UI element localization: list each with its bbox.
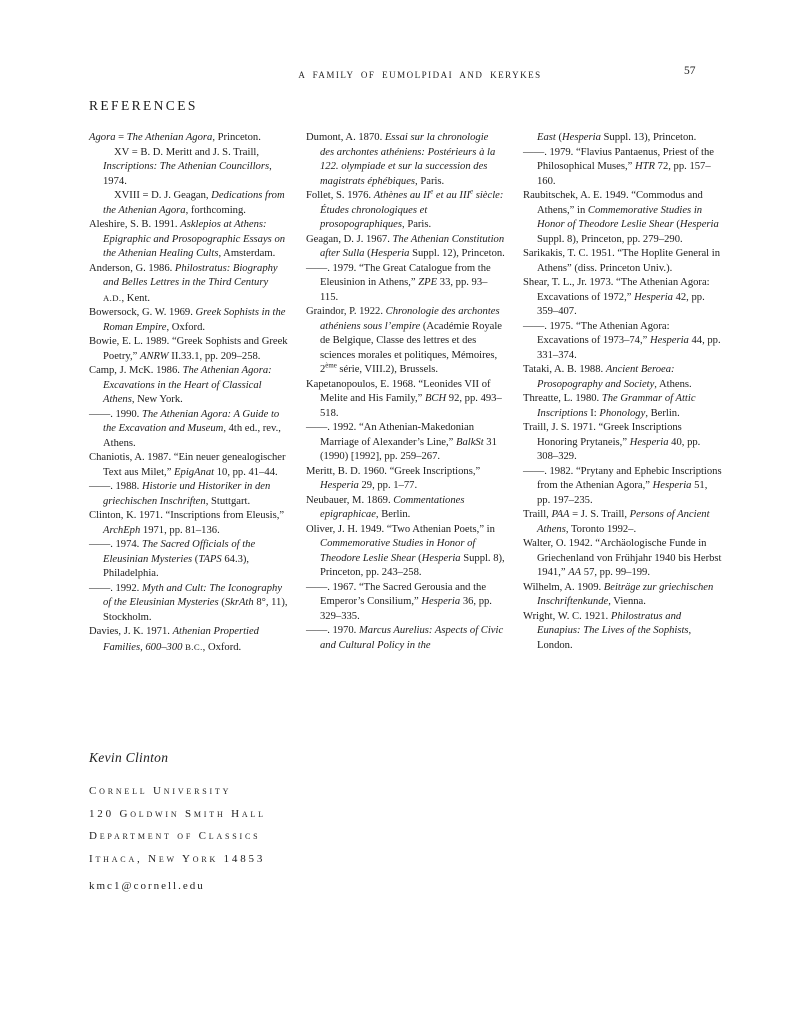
reference-entry: Agora = The Athenian Agora, Princeton. <box>89 132 261 143</box>
ref-column-2 <box>306 131 505 655</box>
reference-entry: Traill, J. S. 1971. “Greek Inscriptions Honoring Prytaneis,” Hesperia 40, pp. 308–329. <box>523 422 701 462</box>
author-affiliation <box>89 780 266 870</box>
ref-column-3 <box>523 131 722 655</box>
reference-entry: Camp, J. McK. 1986. The Athenian Agora: Excavations in the Heart of Classical Athens, New York. <box>89 365 272 405</box>
affiliation-line: Department of Classics <box>89 830 261 842</box>
reference-entry: Walter, O. 1942. “Archäologische Funde in Griechenland von Frühjahr 1940 bis Herbst 1941,” AA 57, pp. 99–199. <box>523 538 722 578</box>
references-columns <box>89 131 722 655</box>
reference-entry: Kapetanopoulos, E. 1968. “Leonides VII of Melite and His Family,” BCH 92, pp. 493–518. <box>306 378 502 419</box>
reference-entry: ——. 1967. “The Sacred Gerousia and the Emperor’s Consilium,” Hesperia 36, pp. 329–335. <box>306 581 492 622</box>
reference-entry: Follet, S. 1976. Athènes au IIe et au IIIe siècle: Études chronologiques et prosopographiques, Paris. <box>306 188 504 230</box>
reference-entry: Dumont, A. 1870. Essai sur la chronologie des archontes athéniens: Postérieurs à la 122. olympiade et sur la succession des magistrats éphébiques, Paris. <box>306 132 496 187</box>
reference-entry: Anderson, G. 1986. Philostratus: Biography and Belles Lettres in the Third Century A.D., Kent. <box>89 262 278 304</box>
running-head: A FAMILY OF EUMOLPIDAI AND KERYKES <box>298 70 542 80</box>
reference-entry: ——. 1970. Marcus Aurelius: Aspects of Civic and Cultural Policy in the <box>306 625 504 651</box>
reference-entry: Oliver, J. H. 1949. “Two Athenian Poets,” in Commemorative Studies in Honor of Theodore Leslie Shear (Hesperia Suppl. 8), Princeton, pp. 243–258. <box>306 523 505 578</box>
author-email: kmc1@cornell.edu <box>89 880 205 892</box>
reference-entry: Tataki, A. B. 1988. Ancient Beroea: Prosopography and Society, Athens. <box>523 364 692 390</box>
reference-entry: ——. 1979. “Flavius Pantaenus, Priest of the Philosophical Muses,” HTR 72, pp. 157–160. <box>523 146 714 187</box>
reference-entry: Chaniotis, A. 1987. “Ein neuer genealogischer Text aus Milet,” EpigAnat 10, pp. 41–44. <box>89 452 286 478</box>
reference-entry: Threatte, L. 1980. The Grammar of Attic Inscriptions I: Phonology, Berlin. <box>523 393 696 419</box>
reference-entry: Shear, T. L., Jr. 1973. “The Athenian Agora: Excavations of 1972,” Hesperia 42, pp. 359–407. <box>523 277 710 317</box>
reference-entry: ——. 1992. “An Athenian-Makedonian Marriage of Alexander’s Line,” BalkSt 31 (1990) [1992], pp. 259–267. <box>306 422 497 462</box>
affiliation-line: 120 Goldwin Smith Hall <box>89 807 266 820</box>
reference-entry: Traill, PAA = J. S. Traill, Persons of Ancient Athens, Toronto 1992–. <box>523 509 710 535</box>
reference-entry: XV = B. D. Meritt and J. S. Traill, Inscriptions: The Athenian Councillors, 1974. <box>103 146 272 187</box>
section-title-references: REFERENCES <box>89 98 198 113</box>
reference-entry: Bowersock, G. W. 1969. Greek Sophists in the Roman Empire, Oxford. <box>89 307 286 333</box>
ref-column-1 <box>89 131 288 655</box>
reference-entry: Davies, J. K. 1971. Athenian Propertied Families, 600–300 B.C., Oxford. <box>89 626 259 653</box>
reference-entry: ——. 1974. The Sacred Officials of the Eleusinian Mysteries (TAPS 64.3), Philadelphia. <box>89 539 256 579</box>
author-name: Kevin Clinton <box>89 750 169 765</box>
reference-entry: Neubauer, M. 1869. Commentationes epigraphicae, Berlin. <box>306 494 465 520</box>
reference-entry: ——. 1988. Historie und Historiker in den griechischen Inschriften, Stuttgart. <box>89 481 271 507</box>
reference-entry: ——. 1990. The Athenian Agora: A Guide to the Excavation and Museum, 4th ed., rev., Athens. <box>89 408 281 449</box>
reference-entry: Geagan, D. J. 1967. The Athenian Constitution after Sulla (Hesperia Suppl. 12), Princeton. <box>306 233 505 259</box>
reference-entry: Wilhelm, A. 1909. Beiträge zur griechischen Inschriftenkunde, Vienna. <box>523 581 714 607</box>
reference-entry: ——. 1975. “The Athenian Agora: Excavations of 1973–74,” Hesperia 44, pp. 331–374. <box>523 320 721 361</box>
page-number: 57 <box>684 65 696 77</box>
affiliation-line: Cornell University <box>89 785 232 797</box>
reference-entry: East (Hesperia Suppl. 13), Princeton. <box>537 132 697 143</box>
reference-entry: Meritt, B. D. 1960. “Greek Inscriptions,” Hesperia 29, pp. 1–77. <box>306 465 481 491</box>
reference-entry: Graindor, P. 1922. Chronologie des archontes athéniens sous l’empire (Académie Royale de Belgique, Classe des lettres et des sciences morales et politiques, Mémoires, 2ème série, VIII.2), Brussels. <box>306 306 503 375</box>
reference-entry: ——. 1982. “Prytany and Ephebic Inscriptions from the Athenian Agora,” Hesperia 51, pp. 197–235. <box>523 465 722 506</box>
affiliation-line: Ithaca, New York 14853 <box>89 852 266 865</box>
reference-entry: Raubitschek, A. E. 1949. “Commodus and Athens,” in Commemorative Studies in Honor of Theodore Leslie Shear (Hesperia Suppl. 8), Princeton, pp. 279–290. <box>523 190 719 245</box>
reference-entry: XVIII = D. J. Geagan, Dedications from the Athenian Agora, forthcoming. <box>103 190 285 216</box>
reference-entry: Sarikakis, T. C. 1951. “The Hoplite General in Athens” (diss. Princeton Univ.). <box>523 248 721 274</box>
reference-entry: Wright, W. C. 1921. Philostratus and Eunapius: The Lives of the Sophists, London. <box>523 610 692 651</box>
reference-entry: Aleshire, S. B. 1991. Asklepios at Athens: Epigraphic and Prosopographic Essays on the Athenian Healing Cults, Amsterdam. <box>89 219 286 259</box>
reference-entry: Bowie, E. L. 1989. “Greek Sophists and Greek Poetry,” ANRW II.33.1, pp. 209–258. <box>89 336 288 362</box>
reference-entry: ——. 1992. Myth and Cult: The Iconography of the Eleusinian Mysteries (SkrAth 8°, 11), Stockholm. <box>89 582 288 623</box>
reference-entry: ——. 1979. “The Great Catalogue from the Eleusinion in Athens,” ZPE 33, pp. 93–115. <box>306 262 491 303</box>
reference-entry: Clinton, K. 1971. “Inscriptions from Eleusis,” ArchEph 1971, pp. 81–136. <box>89 510 285 536</box>
